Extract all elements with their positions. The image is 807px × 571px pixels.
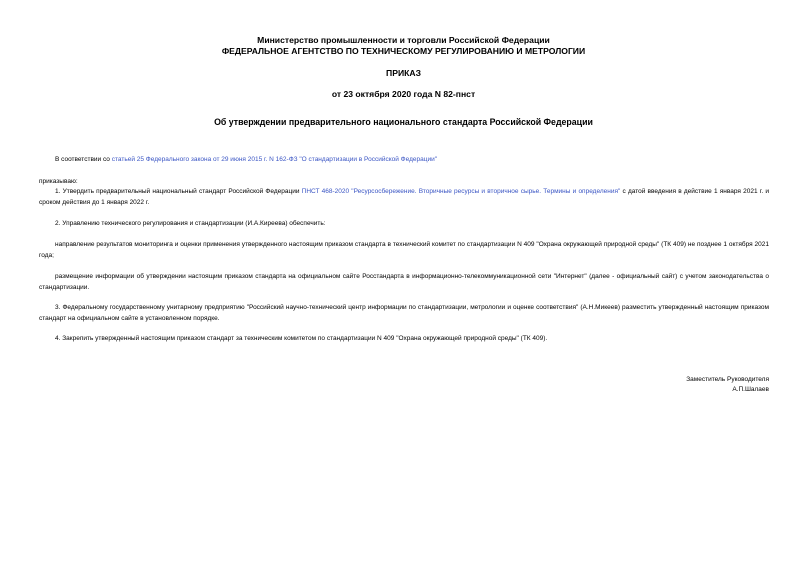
- agency-heading: ФЕДЕРАЛЬНОЕ АГЕНТСТВО ПО ТЕХНИЧЕСКОМУ РЕГУЛИРОВАНИЮ И МЕТРОЛОГИИ: [221, 46, 586, 56]
- paragraph-1: [39, 187, 769, 208]
- paragraph-2b: размещение информации об утверждении настоящим приказом стандарта на официальном сайте Росстандарта в информационно-телекоммуникационной сети "Интернет" (далее - официальный сайт) с учетом законодательства о стандартизации.: [39, 273, 769, 291]
- paragraph-2: 2. Управлению технического регулирования и стандартизации (И.А.Киреева) обеспечить:: [55, 220, 326, 227]
- law-link[interactable]: статьей 25 Федерального закона от 29 июня 2015 г. N 162-ФЗ "О стандартизации в Российской Федерации": [111, 156, 438, 163]
- doc-type-heading: ПРИКАЗ: [386, 68, 421, 78]
- paragraph-1-suffix: с датой введения в действие 1 января 2021 г. и сроком действия до 1 января 2022 г.: [39, 188, 769, 206]
- order-word: приказываю:: [39, 178, 78, 185]
- paragraph-2a: направление результатов мониторинга и оценки применения утвержденного настоящим приказом стандарта в технический комитет по стандартизации N 409 "Охрана окружающей природной среды" (ТК 409) не позднее 1 октября 2021 года;: [39, 241, 769, 259]
- preamble-paragraph: [39, 155, 769, 166]
- document-title: Об утверждении предварительного национального стандарта Российской Федерации: [214, 117, 593, 127]
- standard-link[interactable]: ПНСТ 468-2020 "Ресурсосбережение. Вторичные ресурсы и вторичное сырье. Термины и определения": [301, 188, 621, 195]
- date-number-heading: от 23 октября 2020 года N 82-пнст: [331, 89, 476, 99]
- paragraph-3: 3. Федеральному государственному унитарному предприятию "Российский научно-технический центр информации по стандартизации, метрологии и оценке соответствия" (А.Н.Микеев) разместить утвержденный настоящим приказом стандарт на официальном сайте в установленном порядке.: [39, 304, 769, 322]
- signature-position: Заместитель Руководителя: [686, 376, 769, 383]
- paragraph-4: 4. Закрепить утвержденный настоящим приказом стандарт за техническим комитетом по стандартизации N 409 "Охрана окружающей природной среды" (ТК 409).: [55, 335, 548, 342]
- paragraph-1-prefix: 1. Утвердить предварительный национальный стандарт Российской Федерации: [55, 188, 302, 195]
- ministry-heading: Министерство промышленности и торговли Российской Федерации: [257, 35, 550, 45]
- preamble-prefix: В соответствии со: [55, 156, 112, 163]
- signature-name: А.П.Шалаев: [732, 386, 769, 393]
